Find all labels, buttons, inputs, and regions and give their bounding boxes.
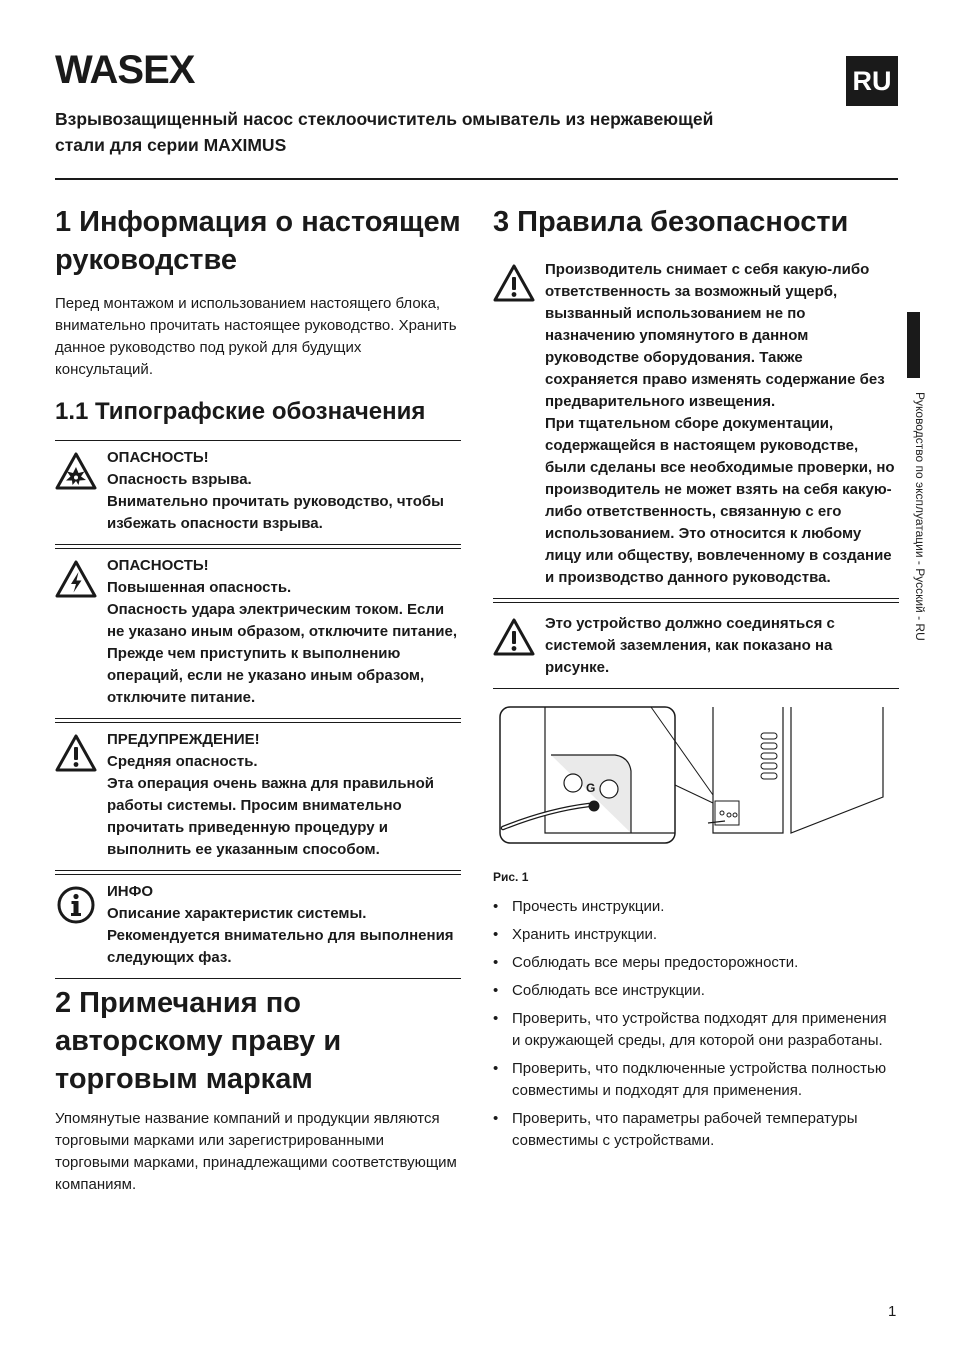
info-icon [55,885,97,925]
language-badge: RU [846,56,898,106]
notice-text: Производитель снимает с себя какую-либо ответственность за возможный ущерб, вызванный использованием не по назначению упомянутого в данном руководстве оборудования. Также сохраняется право изменять содержание без предварительного извещения. При тщательном сборе документации, содержащейся в настоящем руководстве, были сделаны все необходимые проверки, но производитель не может взять на себя какую-либо ответственность, связанную с его использованием. Это относится к любому лицу или обществу, вовлеченному в создание и производство данного руководства. [545,261,895,586]
warning-icon [493,263,535,303]
explosion-warning-icon [55,451,97,491]
list-item: • Проверить, что параметры рабочей температуры совместимы с устройствами. [493,1108,899,1152]
notice-text: Это устройство должно соединяться с системой заземления, как показано на рисунке. [545,615,835,676]
divider [55,718,461,723]
notice-text: Опасность взрыва. Внимательно прочитать руководство, чтобы избежать опасности взрыва. [107,471,444,532]
electric-hazard-icon [55,559,97,599]
notice-text: Описание характеристик системы. Рекомендуется внимательно для выполнения следующих фаз. [107,905,454,966]
notice-explosion [55,447,461,535]
right-column [493,200,899,1158]
notice-heading: ИНФО [107,883,154,900]
notice-warning [55,729,461,861]
side-tab-marker [907,312,920,378]
figure-ground-label: G [586,781,596,795]
divider [55,978,461,979]
list-item: • Проверить, что устройства подходят для применения и окружающей среды, для которой они разработаны. [493,1008,899,1052]
document-subtitle: Взрывозащищенный насос стеклоочиститель омыватель из нержавеющей стали для серии MAXIMUS [55,109,714,155]
section-1-title: 1 Информация о настоящем руководстве [55,206,461,276]
divider [493,598,899,603]
notice-liability [493,259,899,589]
safety-rules-list [493,896,899,1152]
list-item: • Соблюдать все меры предосторожности. [493,952,899,974]
left-column [55,200,461,1196]
notice-grounding [493,613,899,679]
divider [55,440,461,441]
list-item: • Хранить инструкции. [493,924,899,946]
section-2-body: Упомянутые название компаний и продукции являются торговыми марками или зарегистрированными торговыми марками, принадлежащими соответствующим компаниям. [55,1110,457,1193]
section-3-title: 3 Правила безопасности [493,206,849,238]
notice-info [55,881,461,969]
brand-title: WASEX [55,48,195,92]
warning-icon [55,733,97,773]
notice-electric [55,555,461,709]
list-item: • Соблюдать все инструкции. [493,980,899,1002]
section-1-body: Перед монтажом и использованием настоящего блока, внимательно прочитать настоящее руководство. Хранить данное руководство под рукой для будущих консультаций. [55,295,457,378]
notice-heading: ОПАСНОСТЬ! [107,449,209,466]
notice-text: Повышенная опасность. Опасность удара электрическим током. Если не указано иным образом, отключите питание, Прежде чем приступить к выполнению операций, если не указано иным образом, отключите питание. [107,579,458,706]
subsection-1-1-title: 1.1 Типографские обозначения [55,398,426,425]
divider [55,870,461,875]
grounding-figure [493,705,893,847]
page-number: 1 [888,1303,897,1320]
notice-heading: ОПАСНОСТЬ! [107,557,209,574]
section-2-title: 2 Примечания по авторскому праву и торговым маркам [55,987,342,1095]
divider [493,688,899,689]
list-item: • Прочесть инструкции. [493,896,899,918]
notice-heading: ПРЕДУПРЕЖДЕНИЕ! [107,731,260,748]
warning-icon [493,617,535,657]
divider [55,544,461,549]
list-item: • Проверить, что подключенные устройства полностью совместимы и подходят для применения. [493,1058,899,1102]
notice-text: Средняя опасность. Эта операция очень важна для правильной работы системы. Просим внимательно прочитать приведенную процедуру и выполнить ее указанным способом. [107,753,434,858]
figure-caption: Рис. 1 [493,870,529,884]
header-divider [55,178,898,180]
side-tab-label: Руководство по эксплуатации - Русский - RU [913,392,927,641]
